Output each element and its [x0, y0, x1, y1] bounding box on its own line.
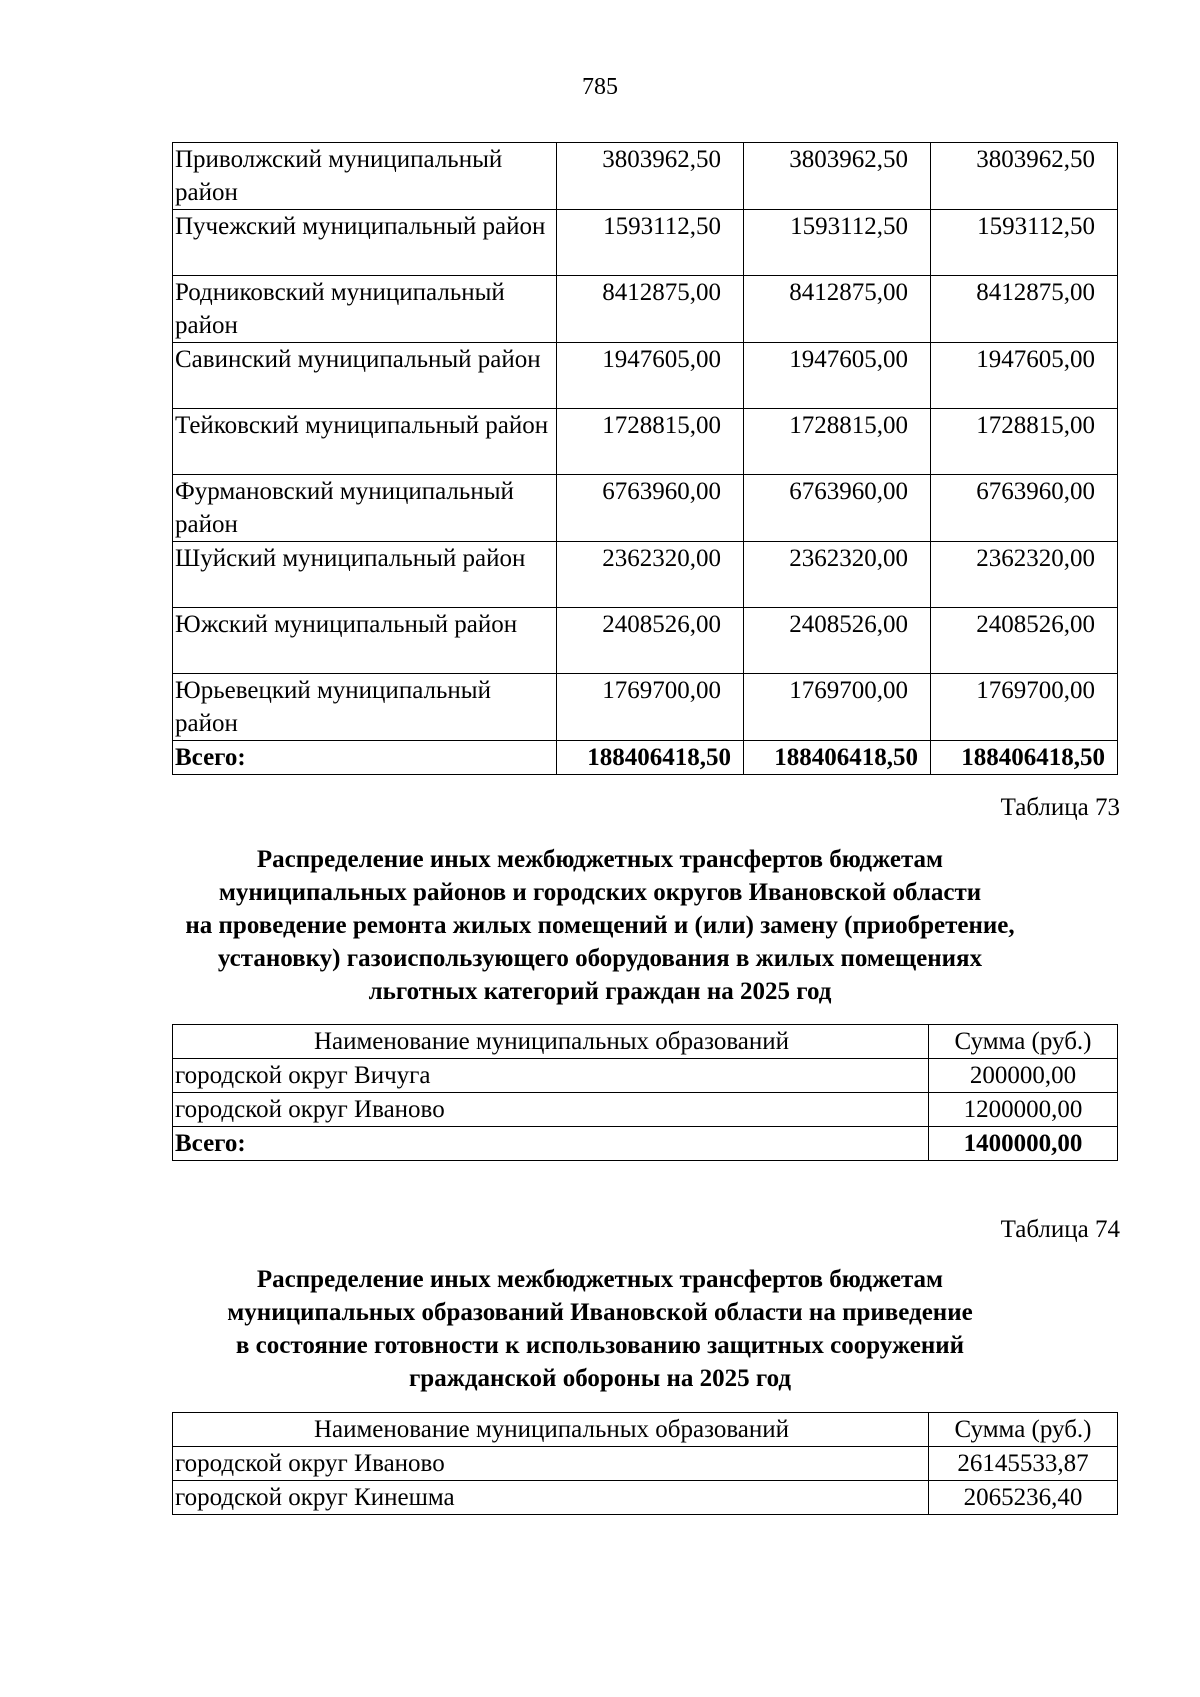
- district-name: Фурмановский муниципальный район: [173, 475, 557, 542]
- amount-cell: 1593112,50: [744, 210, 931, 276]
- table-row: [173, 542, 1118, 608]
- total-amount: 188406418,50: [557, 741, 744, 775]
- amount-cell: 8412875,00: [557, 276, 744, 343]
- district-name: Южский муниципальный район: [173, 608, 557, 674]
- total-amount: 1400000,00: [929, 1127, 1118, 1161]
- amount-cell: 6763960,00: [557, 475, 744, 542]
- amount-cell: 200000,00: [929, 1059, 1118, 1093]
- amount-cell: 1947605,00: [557, 343, 744, 409]
- total-amount: 188406418,50: [744, 741, 931, 775]
- amount-cell: 1200000,00: [929, 1093, 1118, 1127]
- amount-cell: 6763960,00: [931, 475, 1118, 542]
- total-label: Всего:: [173, 741, 557, 775]
- amount-cell: 6763960,00: [744, 475, 931, 542]
- table-74: [172, 1412, 1118, 1515]
- table-72-continuation: [172, 142, 1118, 775]
- amount-cell: 3803962,50: [931, 143, 1118, 210]
- municipality-name: городской округ Иваново: [173, 1447, 929, 1481]
- amount-cell: 1769700,00: [931, 674, 1118, 741]
- page-number: 785: [582, 74, 618, 100]
- heading-line: муниципальных районов и городских округов Ивановской области: [218, 879, 982, 906]
- table-caption-73: Таблица 73: [1000, 794, 1120, 821]
- amount-cell: 1728815,00: [931, 409, 1118, 475]
- district-name: Родниковский муниципальный район: [173, 276, 557, 343]
- amount-cell: 1947605,00: [744, 343, 931, 409]
- heading-line: Распределение иных межбюджетных трансфертов бюджетам: [256, 846, 944, 873]
- district-name: Савинский муниципальный район: [173, 343, 557, 409]
- district-name: Приволжский муниципальный район: [173, 143, 557, 210]
- municipality-name: городской округ Иваново: [173, 1093, 929, 1127]
- total-row: [173, 1127, 1118, 1161]
- heading-line: установку) газоиспользующего оборудования в жилых помещениях: [217, 945, 983, 972]
- amount-cell: 2408526,00: [557, 608, 744, 674]
- table-row: [173, 608, 1118, 674]
- column-header-name: Наименование муниципальных образований: [173, 1413, 929, 1447]
- district-name: Пучежский муниципальный район: [173, 210, 557, 276]
- column-header-sum: Сумма (руб.): [929, 1413, 1118, 1447]
- municipality-name: городской округ Кинешма: [173, 1481, 929, 1515]
- district-name: Юрьевецкий муниципальный район: [173, 674, 557, 741]
- table-row: [173, 1481, 1118, 1515]
- table-row: [173, 475, 1118, 542]
- total-amount: 188406418,50: [931, 741, 1118, 775]
- table-row: [173, 1059, 1118, 1093]
- table-row: [173, 210, 1118, 276]
- amount-cell: 1728815,00: [557, 409, 744, 475]
- table-row: [173, 1447, 1118, 1481]
- total-label: Всего:: [173, 1127, 929, 1161]
- table-heading-74: [0, 1263, 1200, 1395]
- amount-cell: 2408526,00: [931, 608, 1118, 674]
- table-row: [173, 674, 1118, 741]
- table-row: [173, 409, 1118, 475]
- heading-line: в состояние готовности к использованию защитных сооружений: [235, 1332, 965, 1359]
- district-name: Шуйский муниципальный район: [173, 542, 557, 608]
- amount-cell: 3803962,50: [557, 143, 744, 210]
- header-row: [173, 1025, 1118, 1059]
- amount-cell: 2362320,00: [557, 542, 744, 608]
- heading-line: льготных категорий граждан на 2025 год: [368, 978, 832, 1005]
- amount-cell: 1947605,00: [931, 343, 1118, 409]
- amount-cell: 2065236,40: [929, 1481, 1118, 1515]
- table-row: [173, 343, 1118, 409]
- municipality-name: городской округ Вичуга: [173, 1059, 929, 1093]
- heading-line: Распределение иных межбюджетных трансфертов бюджетам: [256, 1266, 944, 1293]
- amount-cell: 1728815,00: [744, 409, 931, 475]
- amount-cell: 2362320,00: [744, 542, 931, 608]
- amount-cell: 1593112,50: [557, 210, 744, 276]
- table-row: [173, 1093, 1118, 1127]
- amount-cell: 2408526,00: [744, 608, 931, 674]
- table-row: [173, 276, 1118, 343]
- amount-cell: 1769700,00: [744, 674, 931, 741]
- amount-cell: 26145533,87: [929, 1447, 1118, 1481]
- amount-cell: 1593112,50: [931, 210, 1118, 276]
- table-caption-74: Таблица 74: [1000, 1216, 1120, 1243]
- heading-line: гражданской обороны на 2025 год: [408, 1365, 792, 1392]
- heading-line: на проведение ремонта жилых помещений и (или) замену (приобретение,: [185, 912, 1015, 939]
- heading-line: муниципальных образований Ивановской области на приведение: [227, 1299, 973, 1326]
- table-73: [172, 1024, 1118, 1161]
- header-row: [173, 1413, 1118, 1447]
- amount-cell: 8412875,00: [931, 276, 1118, 343]
- column-header-name: Наименование муниципальных образований: [173, 1025, 929, 1059]
- total-row: [173, 741, 1118, 775]
- table-row: [173, 143, 1118, 210]
- district-name: Тейковский муниципальный район: [173, 409, 557, 475]
- amount-cell: 1769700,00: [557, 674, 744, 741]
- column-header-sum: Сумма (руб.): [929, 1025, 1118, 1059]
- amount-cell: 8412875,00: [744, 276, 931, 343]
- amount-cell: 2362320,00: [931, 542, 1118, 608]
- table-heading-73: [0, 843, 1200, 1008]
- amount-cell: 3803962,50: [744, 143, 931, 210]
